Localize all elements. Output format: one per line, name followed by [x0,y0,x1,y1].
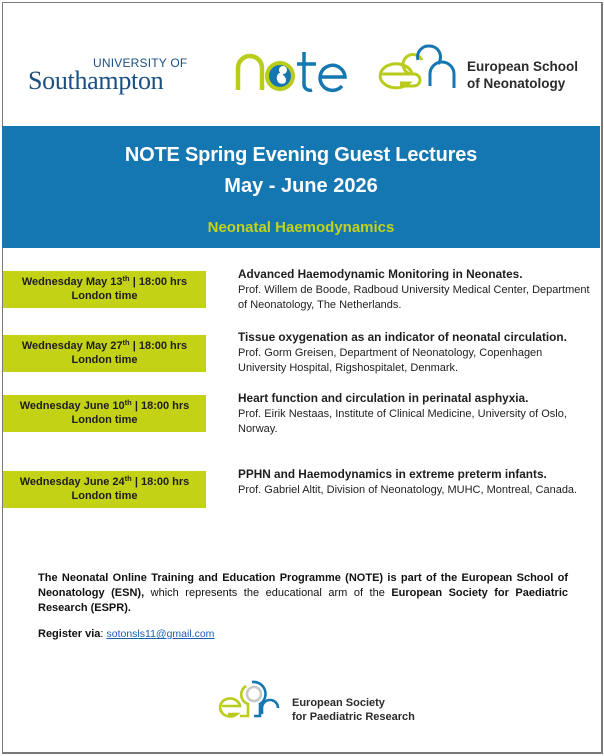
esn-logo [374,40,470,92]
event-banner [2,126,600,248]
lecture-timezone: London time [71,354,138,366]
lecture-timezone: London time [71,414,138,426]
lecture-day: Wednesday June 24 [19,476,125,488]
lecture-day: Wednesday June 10 [19,400,125,412]
description-bold-tail: European Society for Paediatric Research (ESPR). [38,587,568,614]
date-ordinal-suffix: th [124,398,132,407]
lecture-speaker: Prof. Gorm Greisen, Department of Neonatology, Copenhagen University Hospital, Rigshospitalet, Denmark. [238,347,543,374]
register-colon: : [100,628,107,640]
lecture-date-badge [3,271,206,308]
lecture-date-badge [3,471,206,508]
description-middle: which represents the educational arm of the [144,587,392,599]
note-logo [234,44,348,94]
lecture-date-line [3,475,206,489]
lecture-speaker: Prof. Willem de Boode, Radboud University Medical Center, Department of Neonatology, The Netherlands. [238,284,590,311]
lecture-date-badge [3,395,206,432]
date-ordinal-suffix: th [122,274,130,283]
lecture-details [238,267,593,313]
espr-logo-line1: European Society [292,697,385,709]
lecture-timezone: London time [71,290,138,302]
lecture-day: Wednesday May 13 [21,276,123,288]
registration-line [38,628,214,640]
date-ordinal-suffix: th [124,474,132,483]
register-email-link[interactable]: sotonsls11@gmail.com [106,628,215,640]
lecture-time: | 18:00 hrs [131,400,190,412]
lecture-date-line [3,399,206,413]
lecture-speaker: Prof. Eirik Nestaas, Institute of Clinical Medicine, University of Oslo, Norway. [238,408,567,435]
lecture-date-line [3,275,206,289]
lecture-speaker: Prof. Gabriel Altit, Division of Neonatology, MUHC, Montreal, Canada. [238,484,578,496]
programme-description [38,571,568,616]
espr-logo-text [292,696,415,724]
description-bold-lead: The Neonatal Online Training and Education Programme (NOTE) is part of the European School of Neonatology (ESN), [38,572,568,599]
lecture-time: | 18:00 hrs [131,476,190,488]
esn-logo-line1: European School [467,59,579,74]
lecture-details [238,467,593,498]
esn-logo-text [467,58,578,92]
lecture-details [238,330,593,376]
southampton-logo-name: Southampton [28,66,164,95]
lecture-title: Tissue oxygenation as an indicator of neonatal circulation. [238,330,567,344]
lecture-title: Advanced Haemodynamic Monitoring in Neonates. [238,267,523,281]
lecture-time: | 18:00 hrs [129,276,188,288]
date-ordinal-suffix: th [122,338,130,347]
southampton-logo-small-text: UNIVERSITY OF [93,56,188,70]
register-label: Register via [38,628,101,640]
lecture-title: PPHN and Haemodynamics in extreme preterm infants. [238,467,547,481]
event-dates: May - June 2026 [224,175,378,197]
logo-header [0,0,600,124]
lecture-time: | 18:00 hrs [129,340,188,352]
espr-logo [218,678,284,720]
event-theme: Neonatal Haemodynamics [207,219,395,236]
lecture-date-badge [3,335,206,372]
esn-logo-line2: of Neonatology [467,76,566,91]
lecture-date-line [3,339,206,353]
lecture-details [238,391,593,437]
espr-logo-line2: for Paediatric Research [292,711,415,723]
lecture-day: Wednesday May 27 [21,340,123,352]
lecture-timezone: London time [71,490,138,502]
lecture-title: Heart function and circulation in perinatal asphyxia. [238,391,529,405]
event-title: NOTE Spring Evening Guest Lectures [124,144,478,166]
